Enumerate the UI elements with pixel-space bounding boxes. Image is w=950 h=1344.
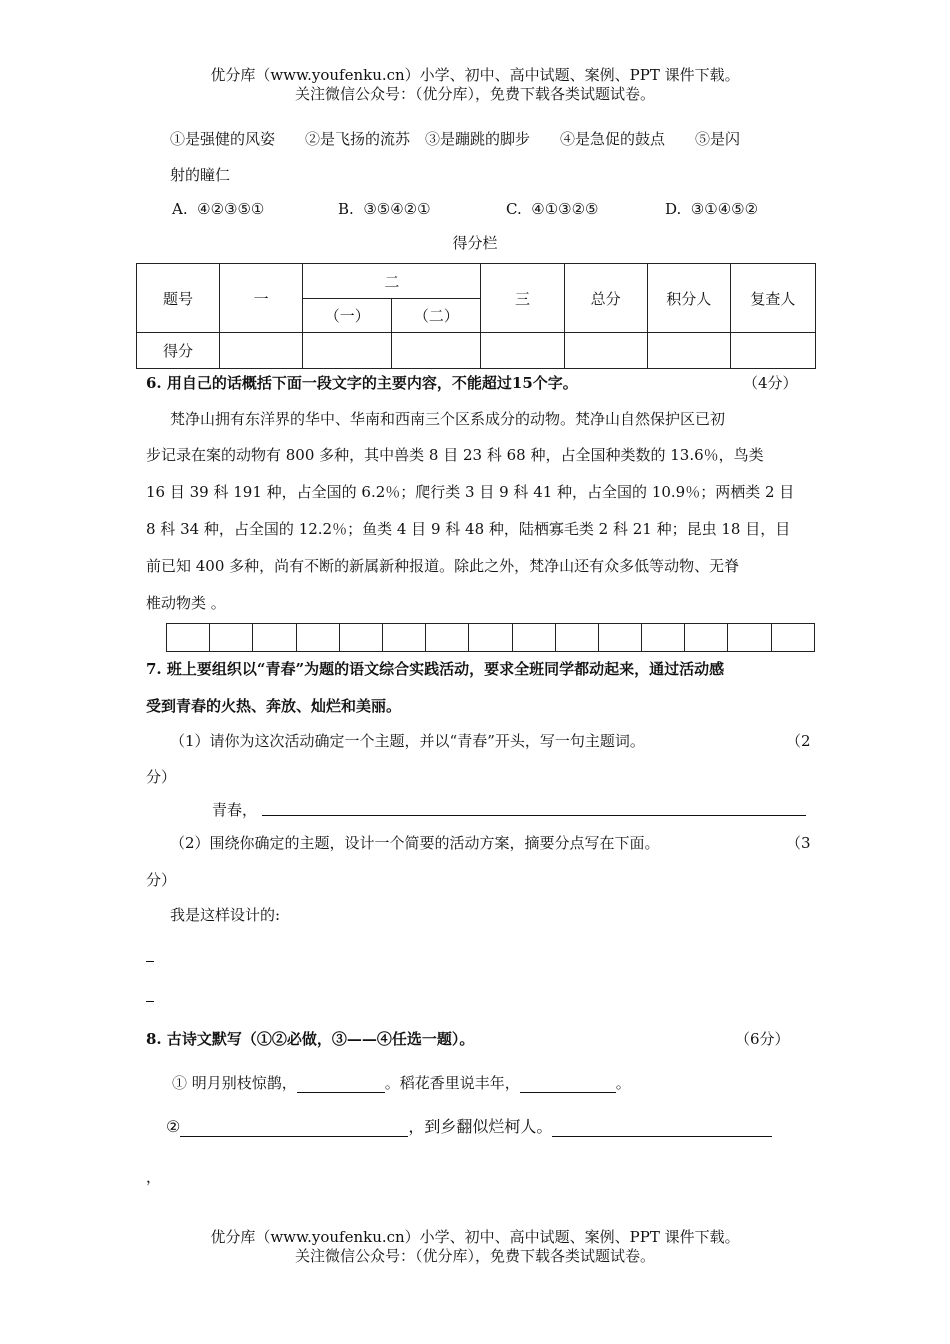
q7-sub1: （1）请你为这次活动确定一个主题，并以“青春”开头，写一句主题词。 — [170, 732, 645, 750]
answer-box[interactable] — [598, 624, 641, 652]
q8-title: 8. 古诗文默写（①②必做，③——④任选一题）。 — [146, 1030, 475, 1048]
q7-sub1-points-2: 分） — [146, 768, 177, 786]
answer-box[interactable] — [771, 624, 814, 652]
header-tihao: 题号 — [137, 264, 220, 333]
header-line-2: 关注微信公众号：（优分库），免费下载各类试题试卷。 — [294, 85, 655, 103]
q6-title: 6. 用自己的话概括下面一段文字的主要内容，不能超过15个字。 — [146, 374, 578, 392]
q8-line-1-part-b: 。稻花香里说丰年， — [384, 1074, 520, 1092]
q6-para-line-6: 椎动物类 。 — [146, 594, 226, 612]
answer-box[interactable] — [555, 624, 598, 652]
score-cell-jifen[interactable] — [647, 333, 730, 369]
q5-choice-a: A. ④②③⑤① — [172, 200, 265, 218]
header-san: 三 — [481, 264, 564, 333]
q7-sub1-points: （2 — [786, 732, 811, 750]
q7-answer-line[interactable] — [262, 799, 806, 816]
score-cell-total[interactable] — [564, 333, 647, 369]
q7-sub2-points-2: 分） — [146, 871, 177, 889]
q6-para-line-2: 步记录在案的动物有 800 多种，其中兽类 8 目 23 科 68 种，占全国种类数的 13.6％，鸟类 — [146, 446, 764, 464]
q8-blank-3[interactable] — [180, 1120, 408, 1137]
q8-line-2-part-a: ② — [166, 1117, 181, 1136]
q6-answer-grid[interactable] — [166, 623, 815, 652]
q6-para-line-5: 前已知 400 多种，尚有不断的新属新种报道。除此之外，梵净山还有众多低等动物、无脊 — [146, 557, 740, 575]
header-er-2: （二） — [392, 299, 481, 333]
q6-para-line-3: 16 目 39 科 191 种，占全国的 6.2％；爬行类 3 目 9 科 41 种，占全国的 10.9％；两栖类 2 目 — [146, 483, 795, 501]
footer-line-2: 关注微信公众号：（优分库），免费下载各类试题试卷。 — [294, 1247, 655, 1265]
answer-box[interactable] — [685, 624, 728, 652]
q7-title-line-2: 受到青春的火热、奔放、灿烂和美丽。 — [146, 697, 402, 715]
answer-box[interactable] — [512, 624, 555, 652]
answer-box[interactable] — [339, 624, 382, 652]
answer-box[interactable] — [642, 624, 685, 652]
row-defen-label: 得分 — [137, 333, 220, 369]
answer-box[interactable] — [296, 624, 339, 652]
answer-box[interactable] — [728, 624, 771, 652]
q5-options-line: ①是强健的风姿 ②是飞扬的流苏 ③是蹦跳的脚步 ④是急促的鼓点 ⑤是闪 — [170, 130, 741, 148]
answer-box[interactable] — [382, 624, 425, 652]
q7-answer-dash-2[interactable] — [146, 1000, 154, 1002]
q7-sub2-points: （3 — [786, 834, 811, 852]
q7-title-line-1: 7. 班上要组织以“青春”为题的语文综合实践活动，要求全班同学都动起来，通过活动感 — [146, 660, 725, 678]
header-er: 二 — [303, 264, 481, 299]
q8-blank-2[interactable] — [520, 1076, 616, 1093]
header-yi: 一 — [220, 264, 303, 333]
q5-choice-c: C. ④①③②⑤ — [506, 200, 599, 218]
q7-design-prompt: 我是这样设计的: — [170, 906, 281, 924]
q8-line-1-part-c: 。 — [615, 1074, 631, 1092]
score-table — [136, 263, 816, 369]
header-total: 总分 — [564, 264, 647, 333]
header-line-1: 优分库（www.youfenku.cn）小学、初中、高中试题、案例、PPT 课件下载。 — [210, 66, 740, 84]
q5-options-line-2: 射的瞳仁 — [170, 166, 231, 184]
answer-box[interactable] — [210, 624, 253, 652]
score-table-caption: 得分栏 — [452, 234, 498, 252]
q6-para-line-4: 8 科 34 种，占全国的 12.2％；鱼类 4 目 9 科 48 种，陆栖寡毛类 2 科 21 种；昆虫 18 目，目 — [146, 520, 791, 538]
score-cell-er-2[interactable] — [392, 333, 481, 369]
header-jifen: 积分人 — [647, 264, 730, 333]
q8-tail-comma: ， — [146, 1168, 162, 1186]
q8-points: （6分） — [735, 1030, 790, 1048]
score-cell-er-1[interactable] — [303, 333, 392, 369]
q6-points: （4分） — [743, 374, 798, 392]
answer-box[interactable] — [167, 624, 210, 652]
header-fucha: 复查人 — [730, 264, 815, 333]
answer-box[interactable] — [469, 624, 512, 652]
q8-line-1 — [172, 1072, 631, 1093]
q8-line-2 — [166, 1114, 772, 1137]
q6-para-line-1: 梵净山拥有东洋界的华中、华南和西南三个区系成分的动物。梵净山自然保护区已初 — [170, 410, 726, 428]
q7-answer-prefix: 青春， — [212, 801, 258, 819]
header-er-1: （一） — [303, 299, 392, 333]
q8-blank-4[interactable] — [552, 1120, 772, 1137]
score-cell-san[interactable] — [481, 333, 564, 369]
q7-sub2: （2）围绕你确定的主题，设计一个简要的活动方案，摘要分点写在下面。 — [170, 834, 660, 852]
score-cell-yi[interactable] — [220, 333, 303, 369]
q8-blank-1[interactable] — [297, 1076, 385, 1093]
q5-choice-b: B. ③⑤④②① — [338, 200, 431, 218]
q7-answer-dash-1[interactable] — [146, 960, 154, 962]
answer-box[interactable] — [426, 624, 469, 652]
answer-box[interactable] — [253, 624, 296, 652]
q8-line-2-part-b: ，到乡翻似烂柯人。 — [408, 1117, 553, 1136]
score-cell-fucha[interactable] — [730, 333, 815, 369]
footer-line-1: 优分库（www.youfenku.cn）小学、初中、高中试题、案例、PPT 课件下载。 — [210, 1228, 740, 1246]
q8-line-1-part-a: ① 明月别枝惊鹊， — [172, 1074, 297, 1092]
q5-choice-d: D. ③①④⑤② — [665, 200, 759, 218]
